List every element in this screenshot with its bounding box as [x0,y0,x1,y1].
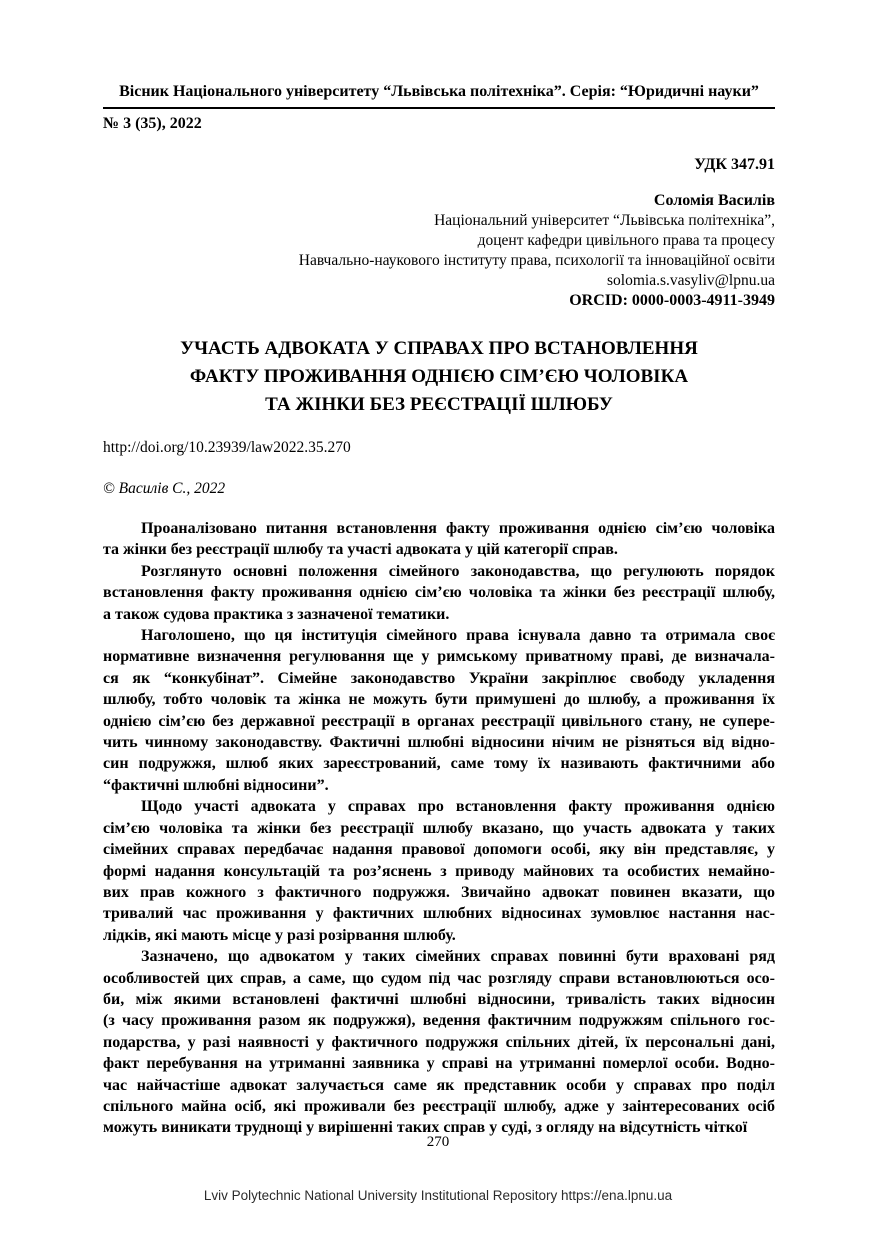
author-name: Соломія Василів [653,192,775,209]
abstract-line: однією сім’єю без державної реєстрації в органах реєстрації цивільного стану, не супере- [103,712,775,730]
abstract-line: нормативне визначення регулювання ще у римському приватному праві, де визначала- [103,648,775,666]
copyright-notice: © Василів С., 2022 [103,480,226,497]
abstract-line: тривалий час проживання у фактичних шлюбних відносинах зумовлює настання нас- [103,905,775,923]
udc-code: УДК 347.91 [694,156,775,173]
affiliation-line: доцент кафедри цивільного права та процесу [477,232,775,249]
abstract-line: Щодо участі адвоката у справах про встановлення факту проживання однією [141,798,775,816]
abstract-line: ся як “конкубінат”. Сімейне законодавство України закріплює свободу укладення [103,669,775,687]
affiliation-lines [103,211,775,271]
abstract-line: Розглянуто основні положення сімейного законодавства, що регулюють порядок [141,562,775,580]
page-number: 270 [426,1134,450,1150]
abstract-line: син подружжя, шлюб яких зареєстрований, саме тому їх називають фактичними або [103,755,775,773]
abstract-paragraph [103,561,775,625]
affiliation-line: Національний університет “Львівська політехніка”, [434,212,775,229]
abstract-line: а також судова практика з зазначеної тематики. [103,605,450,623]
doi-link: http://doi.org/10.23939/law2022.35.270 [103,439,351,456]
abstract-line: (з часу проживання разом як подружжя), ведення фактичним подружжям спільного гос- [103,1012,775,1030]
abstract-line: Зазначено, що адвокатом у таких сімейних справах повинні бути враховані ряд [141,948,775,966]
abstract-line: факт перебування на утриманні заявника у справі на утриманні померлої особи. Водно- [103,1055,775,1073]
abstract-line: сімейних справах передбачає надання правової допомоги особі, яку він представляє, у [103,841,775,859]
author-email: solomia.s.vasyliv@lpnu.ua [607,272,775,289]
journal-header: Вісник Національного університету “Львівська політехніка”. Серія: “Юридичні науки” [103,0,775,109]
abstract-line: “фактичні шлюбні відносини”. [103,776,329,794]
abstract-line: встановлення факту проживання однією сім’єю чоловіка та жінки без реєстрації шлюбу, [103,584,775,602]
abstract-text [103,518,775,1139]
journal-issue: № 3 (35), 2022 [103,115,202,132]
abstract-paragraph [103,796,775,946]
abstract-line: особливостей цих справ, а саме, що судом під час розгляду справи встановлюються осо- [103,969,775,987]
orcid-id: ORCID: 0000-0003-4911-3949 [569,292,775,309]
abstract-paragraph [103,625,775,796]
author-block [103,191,775,311]
abstract-line: сім’єю чоловіка та жінки без реєстрації шлюбу вказано, що участь адвоката у таких [103,819,775,837]
abstract-line: би, між якими встановлені фактичні шлюбні відносини, тривалість таких відносин [103,990,775,1008]
abstract-line: подарства, у разі наявності у фактичного подружжя спільних дітей, їх персональні дані, [103,1033,775,1051]
page-content [103,0,775,1139]
abstract-line: спільного майна осіб, які проживали без реєстрації шлюбу, адже у заінтересованих осіб [103,1097,775,1115]
abstract-line: лідків, які мають місце у разі розірвання шлюбу. [103,926,456,944]
abstract-line: формі надання консультацій та роз’яснень з приводу майнових та особистих немайно- [103,862,775,880]
abstract-line: чить чинному законодавству. Фактичні шлюбні відносини нічим не різняться від відно- [103,734,775,752]
abstract-paragraph [103,946,775,1139]
abstract-line: Наголошено, що ця інституція сімейного права існувала давно та отримала своє [141,627,775,645]
repository-footer: Lviv Polytechnic National University Institutional Repository https://ena.lpnu.ua [203,1188,673,1203]
article-title-line: ТА ЖІНКИ БЕЗ РЕЄСТРАЦІЇ ШЛЮБУ [265,394,613,415]
abstract-line: шлюбу, тобто чоловік та жінка не можуть бути примушені до шлюбу, а проживання їх [103,691,775,709]
article-title [103,335,775,419]
abstract-line: можуть виникати труднощі у вирішенні таких справ у суді, з огляду на відсутність чіткої [103,1119,748,1137]
affiliation-line: Навчально-наукового інституту права, психології та інноваційної освіти [298,252,775,269]
abstract-line: та жінки без реєстрації шлюбу та участі адвоката у цій категорії справ. [103,541,618,559]
abstract-line: вих прав кожного з фактичного подружжя. Звичайно адвокат повинен вказати, що [103,883,775,901]
article-title-line: ФАКТУ ПРОЖИВАННЯ ОДНІЄЮ СІМ’ЄЮ ЧОЛОВІКА [189,366,689,387]
article-title-line: УЧАСТЬ АДВОКАТА У СПРАВАХ ПРО ВСТАНОВЛЕННЯ [180,338,698,359]
abstract-paragraph [103,518,775,561]
abstract-line: час найчастіше адвокат залучається саме як представник особи у справах про поділ [103,1076,775,1094]
abstract-line: Проаналізовано питання встановлення факту проживання однією сім’єю чоловіка [141,520,775,537]
